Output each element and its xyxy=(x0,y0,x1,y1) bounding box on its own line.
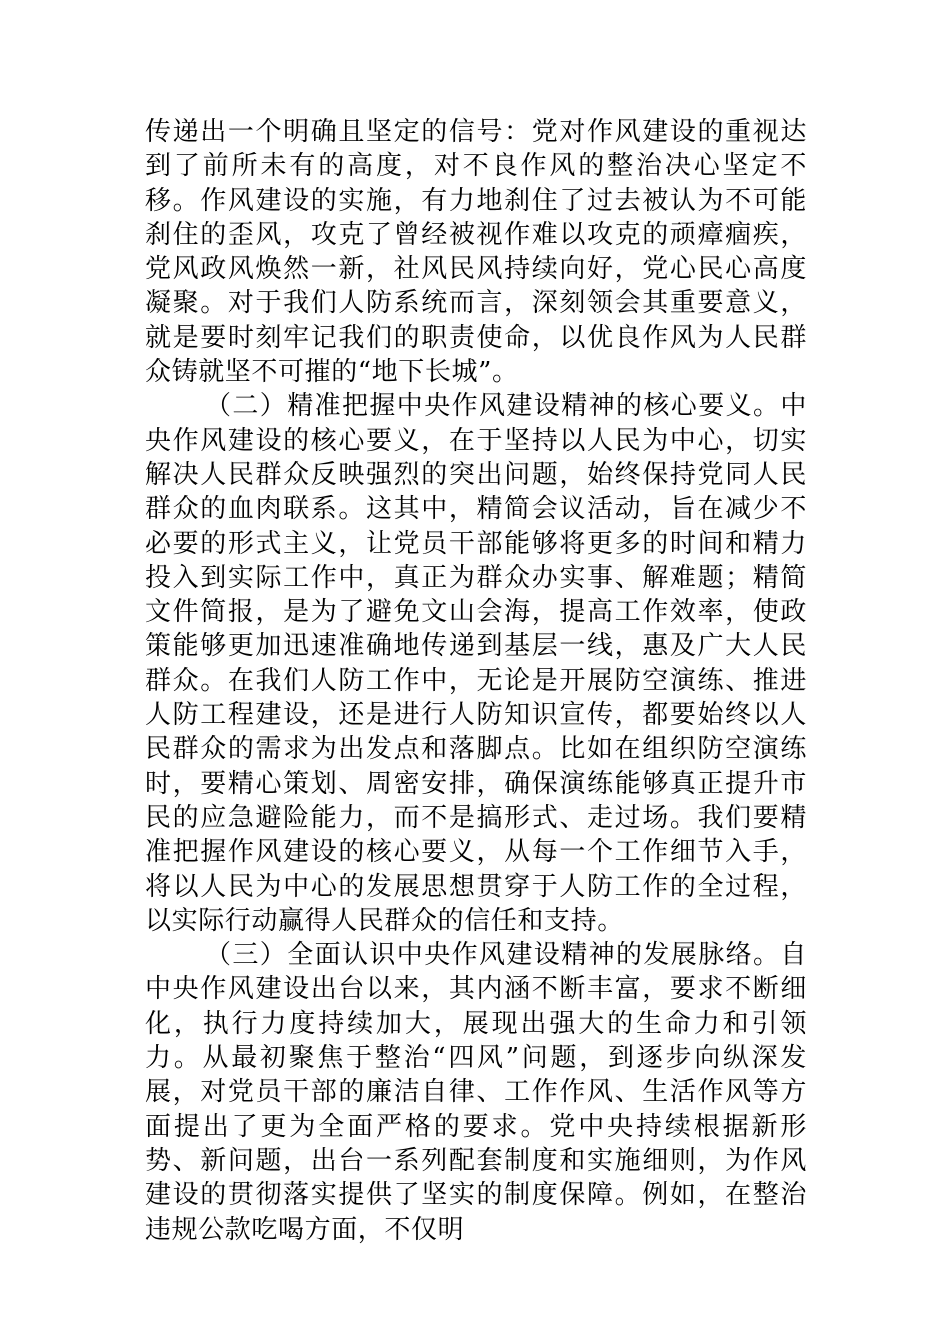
paragraph-3: （三）全面认识中央作风建设精神的发展脉络。自中央作风建设出台以来，其内涵不断丰富，要求不断细化，执行力度持续加大，展现出强大的生命力和引领力。从最初聚焦于整治“四风”问题，到逐步向纵深发展，对党员干部的廉洁自律、工作作风、生活作风等方面提出了更为全面严格的要求。党中央持续根据新形势、新问题，出台一系列配套制度和实施细则，为作风建设的贯彻落实提供了坚实的制度保障。例如，在整治违规公款吃喝方面，不仅明 xyxy=(145,940,807,1245)
paragraph-2: （二）精准把握中央作风建设精神的核心要义。中央作风建设的核心要义，在于坚持以人民为中心，切实解决人民群众反映强烈的突出问题，始终保持党同人民群众的血肉联系。这其中，精简会议活动，旨在减少不必要的形式主义，让党员干部能够将更多的时间和精力投入到实际工作中，真正为群众办实事、解难题；精简文件简报，是为了避免文山会海，提高工作效率，使政策能够更加迅速准确地传递到基层一线，惠及广大人民群众。在我们人防工作中，无论是开展防空演练、推进人防工程建设，还是进行人防知识宣传，都要始终以人民群众的需求为出发点和落脚点。比如在组织防空演练时，要精心策划、周密安排，确保演练能够真正提升市民的应急避险能力，而不是搞形式、走过场。我们要精准把握作风建设的核心要义，从每一个工作细节入手，将以人民为中心的发展思想贯穿于人防工作的全过程，以实际行动赢得人民群众的信任和支持。 xyxy=(145,391,807,936)
paragraph-1: 传递出一个明确且坚定的信号：党对作风建设的重视达到了前所未有的高度，对不良作风的整治决心坚定不移。作风建设的实施，有力地刹住了过去被认为不可能刹住的歪风，攻克了曾经被视作难以攻克的顽瘴痼疾，党风政风焕然一新，社风民风持续向好，党心民心高度凝聚。对于我们人防系统而言，深刻领会其重要意义，就是要时刻牢记我们的职责使命，以优良作风为人民群众铸就坚不可摧的“地下长城”。 xyxy=(145,117,807,388)
document-body xyxy=(145,115,807,1247)
